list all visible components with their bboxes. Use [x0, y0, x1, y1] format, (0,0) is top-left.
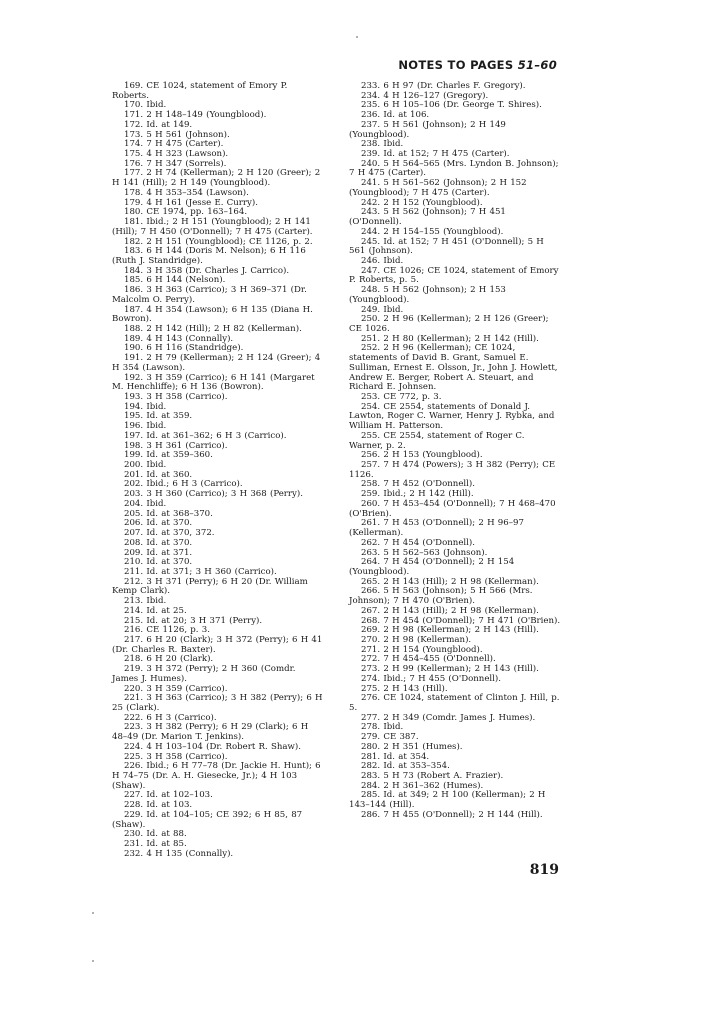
- footnote: 279. CE 387.: [361, 732, 419, 743]
- footnote: 202. Ibid.; 6 H 3 (Carrico).: [124, 479, 243, 490]
- footnote: 274. Ibid.; 7 H 455 (O'Donnell).: [361, 673, 501, 684]
- footnote: 280. 2 H 351 (Humes).: [361, 741, 463, 752]
- footnote: 203. 3 H 360 (Carrico); 3 H 368 (Perry).: [124, 489, 303, 500]
- scan-speck: [92, 960, 94, 962]
- footnote: 184. 3 H 358 (Dr. Charles J. Carrico).: [124, 265, 290, 276]
- footnote: 218. 6 H 20 (Clark).: [124, 654, 214, 665]
- scan-speck: [356, 36, 358, 38]
- footnote: 209. Id. at 371.: [124, 547, 193, 558]
- footnote: 207. Id. at 370, 372.: [124, 528, 215, 539]
- footnote: 213. Ibid.: [124, 596, 167, 607]
- notes-column-left: [112, 82, 324, 860]
- footnote: 275. 2 H 143 (Hill).: [361, 683, 448, 694]
- footnote: 228. Id. at 103.: [124, 800, 193, 811]
- footnote: 205. Id. at 368–370.: [124, 508, 213, 519]
- footnote: 265. 2 H 143 (Hill); 2 H 98 (Kellerman).: [361, 576, 539, 587]
- footnote: 235. 6 H 105–106 (Dr. George T. Shires).: [361, 100, 542, 111]
- footnote: 227. Id. at 102–103.: [124, 790, 213, 801]
- footnote: 264. 7 H 454 (O'Donnell); 2 H 154 (Youngblood).: [349, 557, 515, 577]
- footnote: 267. 2 H 143 (Hill); 2 H 98 (Kellerman).: [361, 605, 539, 616]
- footnote: 243. 5 H 562 (Johnson); 7 H 451 (O'Donnell).: [349, 207, 506, 228]
- footnote: 278. Ibid.: [361, 722, 404, 733]
- footnote: 263. 5 H 562–563 (Johnson).: [361, 547, 488, 558]
- footnote: 196. Ibid.: [124, 421, 167, 432]
- footnote: 170. Ibid.: [124, 100, 167, 111]
- footnote: 270. 2 H 98 (Kellerman).: [361, 634, 472, 645]
- footnote: 239. Id. at 152; 7 H 475 (Carter).: [361, 149, 510, 160]
- footnote: 257. 7 H 474 (Powers); 3 H 382 (Perry); CE 1126.: [349, 460, 556, 480]
- footnote: 183. 6 H 144 (Doris M. Nelson); 6 H 116 (Ruth J. Standridge).: [112, 246, 306, 266]
- footnote: 219. 3 H 372 (Perry); 2 H 360 (Comdr. James J. Humes).: [112, 664, 296, 684]
- footnote: 186. 3 H 363 (Carrico); 3 H 369–371 (Dr. Malcolm O. Perry).: [112, 285, 307, 305]
- footnote: 244. 2 H 154–155 (Youngblood).: [361, 226, 504, 237]
- footnote: 249. Ibid.: [361, 304, 404, 315]
- footnote: 237. 5 H 561 (Johnson); 2 H 149 (Youngblood).: [349, 119, 506, 140]
- running-head-prefix: NOTES TO PAGES: [398, 58, 518, 72]
- footnote: 176. 7 H 347 (Sorrels).: [124, 158, 227, 169]
- footnote: 187. 4 H 354 (Lawson); 6 H 135 (Diana H. Bowron).: [112, 304, 313, 325]
- footnote: 221. 3 H 363 (Carrico); 3 H 382 (Perry); 6 H 25 (Clark).: [112, 693, 323, 713]
- footnote: 200. Ibid.: [124, 460, 167, 471]
- footnote: 252. 2 H 96 (Kellerman); CE 1024, statements of David B. Grant, Samuel E. Sulliman, Ernest E. Olsson, Jr., John J. Howlett, Andrew E. Berger, Robert A. Steuart, and Richard E. Johnsen.: [349, 343, 558, 393]
- footnote: 198. 3 H 361 (Carrico).: [124, 440, 228, 451]
- footnote: 256. 2 H 153 (Youngblood).: [361, 450, 483, 461]
- footnote: 286. 7 H 455 (O'Donnell); 2 H 144 (Hill).: [361, 809, 543, 820]
- footnote: 215. Id. at 20; 3 H 371 (Perry).: [124, 615, 263, 626]
- footnote: 266. 5 H 563 (Johnson); 5 H 566 (Mrs. Johnson); 7 H 470 (O'Brien).: [349, 586, 533, 607]
- running-head: [398, 58, 557, 72]
- footnote: 233. 6 H 97 (Dr. Charles F. Gregory).: [361, 81, 526, 91]
- footnote: 246. Ibid.: [361, 255, 404, 266]
- footnote: 231. Id. at 85.: [124, 839, 187, 850]
- footnote: 248. 5 H 562 (Johnson); 2 H 153 (Youngblood).: [349, 285, 506, 305]
- footnote: 241. 5 H 561–562 (Johnson); 2 H 152 (Youngblood); 7 H 475 (Carter).: [349, 178, 527, 198]
- footnote: 208. Id. at 370.: [124, 537, 193, 548]
- footnote: 236. Id. at 106.: [361, 110, 430, 121]
- footnote: 285. Id. at 349; 2 H 100 (Kellerman); 2 H 143–144 (Hill).: [349, 790, 546, 811]
- footnote: 182. 2 H 151 (Youngblood); CE 1126, p. 2.: [124, 236, 313, 247]
- footnote: 242. 2 H 152 (Youngblood).: [361, 197, 483, 208]
- footnote: 185. 6 H 144 (Nelson).: [124, 275, 226, 286]
- footnote: 181. Ibid.; 2 H 151 (Youngblood); 2 H 141 (Hill); 7 H 450 (O'Donnell); 7 H 475 (Carter).: [112, 217, 313, 237]
- footnote: 211. Id. at 371; 3 H 360 (Carrico).: [124, 566, 277, 577]
- footnote: 269. 2 H 98 (Kellerman); 2 H 143 (Hill).: [361, 625, 539, 636]
- footnote: 224. 4 H 103–104 (Dr. Robert R. Shaw).: [124, 741, 301, 752]
- footnote: 180. CE 1974, pp. 163–164.: [124, 207, 248, 218]
- footnote: 277. 2 H 349 (Comdr. James J. Humes).: [361, 712, 536, 723]
- footnote: 190. 6 H 116 (Standridge).: [124, 343, 244, 354]
- footnote: 271. 2 H 154 (Youngblood).: [361, 644, 483, 655]
- footnote: 253. CE 772, p. 3.: [361, 392, 442, 402]
- footnote: 199. Id. at 359–360.: [124, 450, 213, 461]
- page-number: 819: [529, 862, 559, 878]
- footnote: 222. 6 H 3 (Carrico).: [124, 712, 217, 723]
- footnote: 259. Ibid.; 2 H 142 (Hill).: [361, 489, 474, 500]
- footnote: 240. 5 H 564–565 (Mrs. Lyndon B. Johnson); 7 H 475 (Carter).: [349, 158, 559, 179]
- footnote: 261. 7 H 453 (O'Donnell); 2 H 96–97 (Kellerman).: [349, 518, 524, 539]
- footnote: 177. 2 H 74 (Kellerman); 2 H 120 (Greer); 2 H 141 (Hill); 2 H 149 (Youngblood).: [112, 168, 321, 189]
- footnote: 214. Id. at 25.: [124, 605, 187, 616]
- footnote: 234. 4 H 126–127 (Gregory).: [361, 90, 489, 101]
- footnote: 195. Id. at 359.: [124, 411, 193, 422]
- footnote: 201. Id. at 360.: [124, 469, 193, 480]
- footnote: 247. CE 1026; CE 1024, statement of Emory P. Roberts, p. 5.: [349, 265, 559, 286]
- footnote: 169. CE 1024, statement of Emory P. Roberts.: [112, 81, 288, 101]
- footnote: 175. 4 H 323 (Lawson).: [124, 149, 229, 160]
- footnote: 194. Ibid.: [124, 401, 167, 412]
- footnote: 250. 2 H 96 (Kellerman); 2 H 126 (Greer); CE 1026.: [349, 314, 549, 334]
- footnote: 191. 2 H 79 (Kellerman); 2 H 124 (Greer); 4 H 354 (Lawson).: [112, 353, 321, 373]
- footnote: 192. 3 H 359 (Carrico); 6 H 141 (Margaret M. Henchliffe); 6 H 136 (Bowron).: [112, 372, 315, 393]
- footnote: 204. Ibid.: [124, 498, 167, 509]
- footnote: 206. Id. at 370.: [124, 518, 193, 529]
- footnote: 258. 7 H 452 (O'Donnell).: [361, 479, 475, 490]
- footnote: 217. 6 H 20 (Clark); 3 H 372 (Perry); 6 H 41 (Dr. Charles R. Baxter).: [112, 634, 323, 655]
- footnote: 255. CE 2554, statement of Roger C. Warner, p. 2.: [349, 430, 525, 451]
- footnote: 276. CE 1024, statement of Clinton J. Hill, p. 5.: [349, 693, 560, 713]
- footnote: 238. Ibid.: [361, 139, 404, 150]
- footnote: 254. CE 2554, statements of Donald J. Lawton, Roger C. Warner, Henry J. Rybka, and William H. Patterson.: [349, 401, 555, 432]
- footnote: 283. 5 H 73 (Robert A. Frazier).: [361, 771, 504, 782]
- footnote: 174. 7 H 475 (Carter).: [124, 139, 224, 150]
- footnote: 268. 7 H 454 (O'Donnell); 7 H 471 (O'Brien).: [361, 615, 561, 626]
- footnote: 245. Id. at 152; 7 H 451 (O'Donnell); 5 H 561 (Johnson).: [349, 236, 544, 257]
- footnote: 210. Id. at 370.: [124, 557, 193, 568]
- notes-column-right: [349, 82, 561, 821]
- footnote: 171. 2 H 148–149 (Youngblood).: [124, 110, 267, 121]
- footnote: 232. 4 H 135 (Connally).: [124, 848, 234, 859]
- footnote: 262. 7 H 454 (O'Donnell).: [361, 537, 475, 548]
- footnote: 260. 7 H 453–454 (O'Donnell); 7 H 468–470 (O'Brien).: [349, 498, 556, 519]
- footnote: 189. 4 H 143 (Connally).: [124, 333, 234, 344]
- footnote: 220. 3 H 359 (Carrico).: [124, 683, 228, 694]
- footnote: 272. 7 H 454–455 (O'Donnell).: [361, 654, 496, 665]
- footnote: 281. Id. at 354.: [361, 751, 430, 762]
- footnote: 188. 2 H 142 (Hill); 2 H 82 (Kellerman).: [124, 323, 302, 334]
- footnote: 230. Id. at 88.: [124, 829, 187, 840]
- footnote: 226. Ibid.; 6 H 77–78 (Dr. Jackie H. Hunt); 6 H 74–75 (Dr. A. H. Giesecke, Jr.); 4 H 103 (Shaw).: [112, 761, 321, 791]
- footnote: 172. Id. at 149.: [124, 119, 193, 130]
- footnote: 212. 3 H 371 (Perry); 6 H 20 (Dr. William Kemp Clark).: [112, 576, 308, 597]
- footnote: 223. 3 H 382 (Perry); 6 H 29 (Clark); 6 H 48–49 (Dr. Marion T. Jenkins).: [112, 722, 309, 743]
- footnote: 282. Id. at 353–354.: [361, 761, 450, 772]
- footnote: 179. 4 H 161 (Jesse E. Curry).: [124, 197, 258, 208]
- scan-speck: [92, 912, 94, 914]
- footnote: 197. Id. at 361–362; 6 H 3 (Carrico).: [124, 430, 287, 441]
- footnote: 284. 2 H 361–362 (Humes).: [361, 780, 484, 791]
- footnote: 273. 2 H 99 (Kellerman); 2 H 143 (Hill).: [361, 664, 539, 675]
- footnote: 225. 3 H 358 (Carrico).: [124, 751, 228, 762]
- footnote: 251. 2 H 80 (Kellerman); 2 H 142 (Hill).: [361, 333, 539, 344]
- footnote: 229. Id. at 104–105; CE 392; 6 H 85, 87 (Shaw).: [112, 809, 303, 830]
- footnote: 193. 3 H 358 (Carrico).: [124, 392, 228, 402]
- footnote: 216. CE 1126, p. 3.: [124, 625, 210, 636]
- footnote: 178. 4 H 353–354 (Lawson).: [124, 187, 249, 198]
- running-head-pages: 51–60: [517, 58, 557, 72]
- footnote: 173. 5 H 561 (Johnson).: [124, 129, 230, 140]
